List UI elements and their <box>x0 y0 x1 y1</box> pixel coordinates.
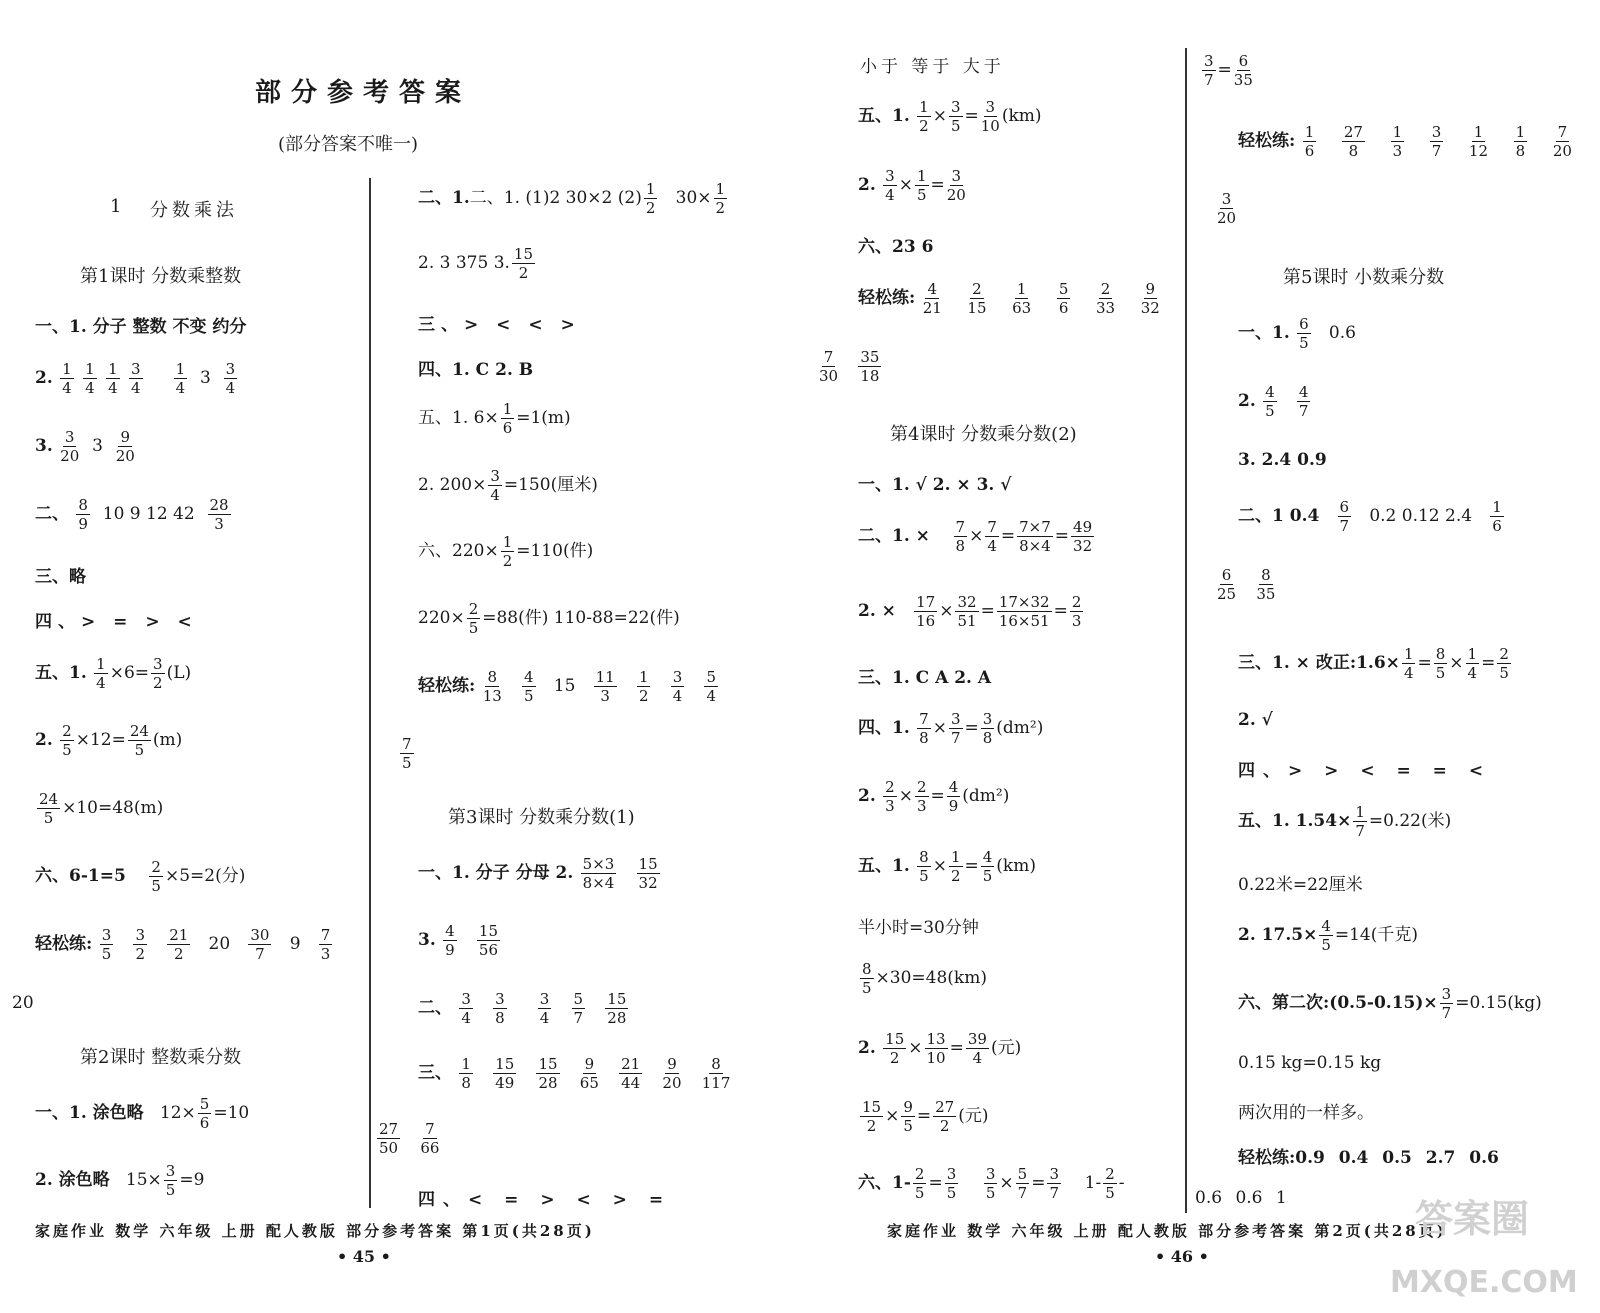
lesson-1-heading: 第1课时 分数乘整数 <box>80 266 242 287</box>
l5-q6-2: 0.15 kg=0.15 kg <box>1238 1053 1382 1073</box>
r-q6: 六、220× $\frac{1}{2}$ =110(件) <box>418 533 594 570</box>
l3-q2: 二、 $\frac{3}{4}$ $\frac{3}{8}$ $\frac{3}{4}$ $\frac{5}{7}$ $\frac{15}{28}$ <box>418 990 627 1027</box>
l4-q3: 三、1. C A 2. A <box>858 668 992 688</box>
b-top: $\frac{3}{7}$ = $\frac{6}{35}$ <box>1204 52 1253 89</box>
left-page-number: • 45 • <box>337 1247 391 1266</box>
l4-q4-1: 四、1. $\frac{7}{8}$ × $\frac{3}{7}$ = $\frac{3}{8}$ (dm²) <box>858 710 1044 747</box>
r-easy: 轻松练: $\frac{8}{13}$ $\frac{4}{5}$ 15 $\frac{11}{3}$ $\frac{1}{2}$ $\frac{3}{4}$ $\frac{5}{4}$ <box>418 668 717 705</box>
right-footer: 家庭作业 数学 六年级 上册 配人教版 部分参考答案 第2页(共28页) <box>887 1222 1447 1240</box>
l1-q4: 四、> = > < <box>35 612 198 632</box>
l5-q1-1: 一、1. $\frac{6}{5}$ 0.6 <box>1238 315 1356 352</box>
left-footer: 家庭作业 数学 六年级 上册 配人教版 部分参考答案 第1页(共28页) <box>35 1222 595 1240</box>
l1-q2: 二、 $\frac{8}{9}$ 10 9 12 42 $\frac{28}{3}$ <box>35 496 229 533</box>
a-q6: 六、23 6 <box>858 237 934 257</box>
r-q6-2: 220× $\frac{2}{5}$ =88(件) 110-88=22(件) <box>418 600 680 637</box>
l4-q5-half: 半小时=30分钟 <box>858 918 979 938</box>
l5-easy-overflow: 0.6 0.6 1 <box>1195 1188 1287 1208</box>
b-easy: 轻松练: $\frac{1}{6}$ $\frac{27}{8}$ $\frac{1}{3}$ $\frac{3}{7}$ $\frac{1}{12}$ $\frac{1}{8}$ $\frac{7}{20}$ <box>1238 123 1572 160</box>
watermark-url: MXQE.COM <box>1390 1265 1578 1300</box>
l5-q2: 二、1 0.4 $\frac{6}{7}$ 0.2 0.12 2.4 $\frac{1}{6}$ <box>1238 498 1502 535</box>
l2-q1-2: 2. 涂色略 15× $\frac{3}{5}$ =9 <box>35 1162 205 1199</box>
r-q5-2: 2. 200× $\frac{3}{4}$ =150(厘米) <box>418 467 598 504</box>
a-top-line: 小于 等于 大于 <box>860 57 1005 77</box>
l4-q5-4: $\frac{15}{2}$ × $\frac{9}{5}$ = $\frac{27}{2}$ (元) <box>862 1098 989 1135</box>
l3-q4: 四、< = > < > = <box>418 1190 672 1210</box>
r-q2-2: 2. 3 375 3. $\frac{15}{2}$ <box>418 245 534 282</box>
unit-title: 分数乘法 <box>150 200 238 221</box>
l1-q3: 三、略 <box>35 567 86 587</box>
r-q2-1: 二、1.二、1. (1)2 30×2 (2) $\frac{1}{2}$ 30× $\frac{1}{2}$ <box>418 180 726 217</box>
l1-q5-3: $\frac{24}{5}$ ×10=48(m) <box>39 790 164 827</box>
l1-q1-2: 2. $\frac{1}{4}$ $\frac{1}{4}$ $\frac{1}{4}$ $\frac{3}{4}$ $\frac{1}{4}$ 3 $\frac{3}{4}$ <box>35 360 236 397</box>
l1-q1-3: 3. $\frac{3}{20}$ 3 $\frac{9}{20}$ <box>35 428 135 465</box>
l4-q1: 一、1. √ 2. × 3. √ <box>858 475 1012 495</box>
lesson-4-heading: 第4课时 分数乘分数(2) <box>890 424 1077 445</box>
l5-q6-3: 两次用的一样多。 <box>1238 1103 1374 1123</box>
page-subtitle: (部分答案不唯一) <box>278 134 419 155</box>
l5-q5-1: 五、1. 1.54× $\frac{1}{7}$ =0.22(米) <box>1238 803 1452 840</box>
l1-q1-1: 一、1. 分子 整数 不变 约分 <box>35 317 247 337</box>
a-easy: 轻松练: $\frac{4}{21}$ $\frac{2}{15}$ $\frac{1}{63}$ $\frac{5}{6}$ $\frac{2}{33}$ $\frac{9}{32}$ <box>858 280 1160 317</box>
l3-q3-overflow: $\frac{27}{50}$ $\frac{7}{66}$ <box>379 1120 440 1157</box>
page-title: 部分参考答案 <box>255 78 472 108</box>
a-q5-2: 2. $\frac{3}{4}$ × $\frac{1}{5}$ = $\frac{3}{20}$ <box>858 167 966 204</box>
a-q5-1: 五、1. $\frac{1}{2}$ × $\frac{3}{5}$ = $\frac{3}{10}$ (km) <box>858 98 1042 135</box>
l1-q5-2: 2. $\frac{2}{5}$ ×12= $\frac{24}{5}$ (m) <box>35 722 183 759</box>
column-divider-right <box>1185 48 1187 1213</box>
l5-q5-conv: 0.22米=22厘米 <box>1238 875 1363 895</box>
l1-q5-1: 五、1. $\frac{1}{4}$ ×6= $\frac{3}{2}$ (L) <box>35 655 192 692</box>
lesson-5-heading: 第5课时 小数乘分数 <box>1283 267 1445 288</box>
l2-q1-1: 一、1. 涂色略 12× $\frac{5}{6}$ =10 <box>35 1095 250 1132</box>
l3-q1: 一、1. 分子 分母 2. $\frac{5\times 3}{8\times 4}$ $\frac{15}{32}$ <box>418 855 658 892</box>
l5-q4: 四、> > < = = < <box>1238 761 1492 781</box>
l5-q3-1: 三、1. × 改正:1.6× $\frac{1}{4}$ = $\frac{8}{5}$ × $\frac{1}{4}$ = $\frac{2}{5}$ <box>1238 645 1509 682</box>
l5-q1-3: 3. 2.4 0.9 <box>1238 450 1327 470</box>
b-easy-overflow: $\frac{3}{20}$ <box>1217 190 1237 227</box>
lesson-3-heading: 第3课时 分数乘分数(1) <box>448 807 635 828</box>
l5-q2-overflow: $\frac{6}{25}$ $\frac{8}{35}$ <box>1217 566 1276 603</box>
l3-q3: 三、 $\frac{1}{8}$ $\frac{15}{49}$ $\frac{15}{28}$ $\frac{9}{65}$ $\frac{21}{44}$ $\frac{9}{20}$ $\frac{8}{117}$ <box>418 1055 731 1092</box>
r-easy-overflow: $\frac{7}{5}$ <box>402 735 412 772</box>
l5-easy: 轻松练:0.9 0.4 0.5 2.7 0.6 <box>1238 1148 1499 1168</box>
r-q5-1: 五、1. 6× $\frac{1}{6}$ =1(m) <box>418 400 571 437</box>
l5-q5-2: 2. 17.5× $\frac{4}{5}$ =14(千克) <box>1238 917 1419 954</box>
l1-easy-overflow: 20 <box>12 993 34 1013</box>
lesson-2-heading: 第2课时 整数乘分数 <box>80 1047 242 1068</box>
l4-q5-2: 2. $\frac{15}{2}$ × $\frac{13}{10}$ = $\frac{39}{4}$ (元) <box>858 1030 1022 1067</box>
right-page-number: • 46 • <box>1155 1247 1209 1266</box>
r-q4: 四、1. C 2. B <box>418 360 534 380</box>
l4-q2-2: 2. × $\frac{17}{16}$ × $\frac{32}{51}$ = $\frac{17\times 32}{16\times 51}$ = $\frac{2}{3}$ <box>858 593 1082 630</box>
l4-q5-1: 五、1. $\frac{8}{5}$ × $\frac{1}{2}$ = $\frac{4}{5}$ (km) <box>858 848 1036 885</box>
l4-q2-1: 二、1. × $\frac{7}{8}$ × $\frac{7}{4}$ = $\frac{7\times 7}{8\times 4}$ = $\frac{49}{32}$ <box>858 518 1093 555</box>
l5-q3-2: 2. √ <box>1238 710 1273 730</box>
l4-q5-3: $\frac{8}{5}$ ×30=48(km) <box>862 960 987 997</box>
watermark-logo-icon: 答案圈 <box>1415 1197 1530 1241</box>
unit-number: 1 <box>110 196 122 217</box>
column-divider-left <box>369 178 371 1208</box>
l1-easy: 轻松练: $\frac{3}{5}$ $\frac{3}{2}$ $\frac{21}{2}$ 20 $\frac{30}{7}$ 9 $\frac{7}{3}$ <box>35 926 331 963</box>
l5-q1-2: 2. $\frac{4}{5}$ $\frac{4}{7}$ <box>1238 383 1309 420</box>
l1-q6: 六、6-1=5 $\frac{2}{5}$ ×5=2(分) <box>35 858 246 895</box>
l3-q1-3: 3. $\frac{4}{9}$ $\frac{15}{56}$ <box>418 922 499 959</box>
l4-q4-2: 2. $\frac{2}{3}$ × $\frac{2}{3}$ = $\frac{4}{9}$ (dm²) <box>858 778 1010 815</box>
r-q3: 三、> < < > <box>418 315 581 335</box>
a-easy-overflow: $\frac{7}{30}$ $\frac{35}{18}$ <box>819 348 880 385</box>
l4-q6: 六、1- $\frac{2}{5}$ = $\frac{3}{5}$ $\frac{3}{5}$ × $\frac{5}{7}$ = $\frac{3}{7}$ 1- $\frac{2}{5}$ - <box>858 1165 1125 1202</box>
l5-q6: 六、第二次:(0.5-0.15)× $\frac{3}{7}$ =0.15(kg) <box>1238 985 1542 1022</box>
